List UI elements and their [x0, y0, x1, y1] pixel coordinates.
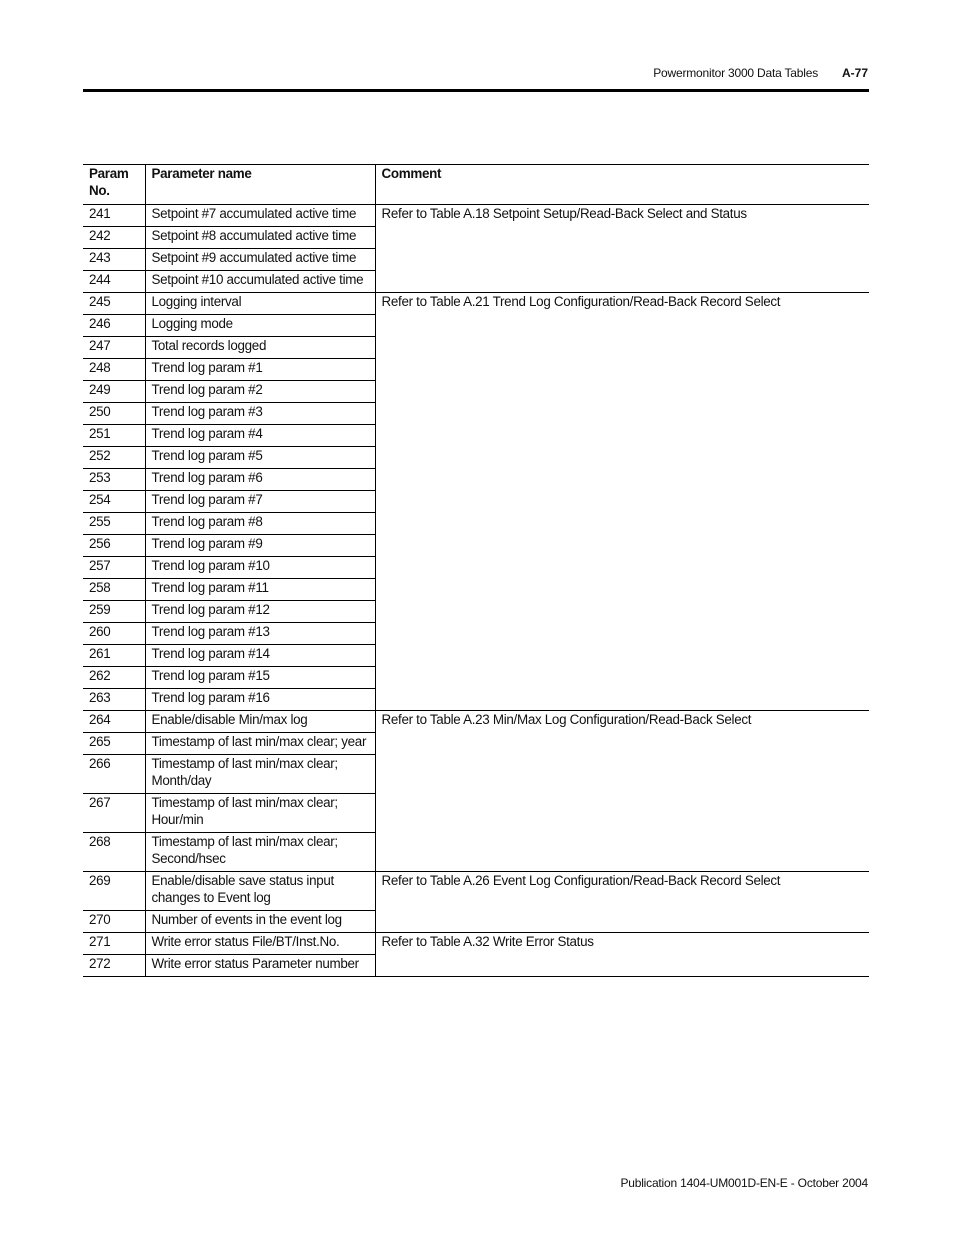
parameter-name: Trend log param #7: [145, 491, 375, 513]
param-number: 257: [83, 557, 145, 579]
param-number: 261: [83, 645, 145, 667]
param-number: 247: [83, 337, 145, 359]
table-header-row: [83, 165, 869, 205]
parameter-name: Trend log param #11: [145, 579, 375, 601]
param-number: 266: [83, 755, 145, 794]
param-number: 248: [83, 359, 145, 381]
parameter-name: Enable/disable save status input changes to Event log: [145, 872, 375, 911]
parameter-name: Total records logged: [145, 337, 375, 359]
param-number: 252: [83, 447, 145, 469]
parameter-name: Trend log param #9: [145, 535, 375, 557]
param-number: 254: [83, 491, 145, 513]
param-number: 270: [83, 911, 145, 933]
param-number: 250: [83, 403, 145, 425]
parameter-name: Trend log param #6: [145, 469, 375, 491]
parameter-name: Trend log param #1: [145, 359, 375, 381]
parameter-name: Write error status Parameter number: [145, 955, 375, 977]
parameter-name: Setpoint #9 accumulated active time: [145, 249, 375, 271]
param-number: 243: [83, 249, 145, 271]
param-number: 251: [83, 425, 145, 447]
parameter-name: Trend log param #10: [145, 557, 375, 579]
parameter-name: Enable/disable Min/max log: [145, 711, 375, 733]
group-comment: Refer to Table A.18 Setpoint Setup/Read-Back Select and Status: [375, 205, 869, 293]
running-header-title: Powermonitor 3000 Data Tables: [653, 66, 818, 80]
param-number: 253: [83, 469, 145, 491]
parameter-name: Logging interval: [145, 293, 375, 315]
group-comment: Refer to Table A.26 Event Log Configuration/Read-Back Record Select: [375, 872, 869, 933]
parameter-name: Setpoint #7 accumulated active time: [145, 205, 375, 227]
param-number: 264: [83, 711, 145, 733]
parameter-name: Timestamp of last min/max clear; Hour/min: [145, 794, 375, 833]
parameter-name: Trend log param #12: [145, 601, 375, 623]
column-header-param-no: Param No.: [83, 165, 145, 205]
parameter-name: Trend log param #8: [145, 513, 375, 535]
header-rule: [83, 89, 869, 92]
parameter-name: Trend log param #13: [145, 623, 375, 645]
param-number: 255: [83, 513, 145, 535]
parameter-name: Trend log param #5: [145, 447, 375, 469]
group-comment: Refer to Table A.23 Min/Max Log Configuration/Read-Back Select: [375, 711, 869, 872]
parameter-name: Trend log param #16: [145, 689, 375, 711]
parameter-name: Trend log param #2: [145, 381, 375, 403]
parameter-name: Trend log param #14: [145, 645, 375, 667]
param-number: 265: [83, 733, 145, 755]
group-comment: Refer to Table A.21 Trend Log Configuration/Read-Back Record Select: [375, 293, 869, 711]
table-row: [83, 711, 869, 733]
param-number: 244: [83, 271, 145, 293]
param-number: 249: [83, 381, 145, 403]
table-row: [83, 293, 869, 315]
parameter-name: Trend log param #15: [145, 667, 375, 689]
column-header-parameter-name: Parameter name: [145, 165, 375, 205]
parameter-table: [83, 164, 869, 977]
table-body: [83, 205, 869, 977]
param-number: 258: [83, 579, 145, 601]
param-number: 271: [83, 933, 145, 955]
table-row: [83, 872, 869, 911]
table-row: [83, 205, 869, 227]
table-row: [83, 933, 869, 955]
param-number: 241: [83, 205, 145, 227]
param-number: 256: [83, 535, 145, 557]
param-number: 260: [83, 623, 145, 645]
param-number: 245: [83, 293, 145, 315]
page-number: A-77: [841, 66, 868, 80]
parameter-name: Number of events in the event log: [145, 911, 375, 933]
group-comment: Refer to Table A.32 Write Error Status: [375, 933, 869, 977]
param-number: 268: [83, 833, 145, 872]
param-number: 242: [83, 227, 145, 249]
param-number: 263: [83, 689, 145, 711]
parameter-name: Timestamp of last min/max clear; year: [145, 733, 375, 755]
parameter-name: Timestamp of last min/max clear; Month/day: [145, 755, 375, 794]
parameter-name: Logging mode: [145, 315, 375, 337]
parameter-name: Trend log param #3: [145, 403, 375, 425]
param-number: 262: [83, 667, 145, 689]
param-number: 272: [83, 955, 145, 977]
parameter-name: Setpoint #10 accumulated active time: [145, 271, 375, 293]
parameter-name: Timestamp of last min/max clear; Second/hsec: [145, 833, 375, 872]
param-number: 269: [83, 872, 145, 911]
publication-footer: Publication 1404-UM001D-EN-E - October 2004: [620, 1176, 868, 1190]
parameter-name: Trend log param #4: [145, 425, 375, 447]
param-number: 246: [83, 315, 145, 337]
param-number: 267: [83, 794, 145, 833]
parameter-name: Write error status File/BT/Inst.No.: [145, 933, 375, 955]
parameter-name: Setpoint #8 accumulated active time: [145, 227, 375, 249]
param-number: 259: [83, 601, 145, 623]
column-header-comment: Comment: [375, 165, 869, 205]
